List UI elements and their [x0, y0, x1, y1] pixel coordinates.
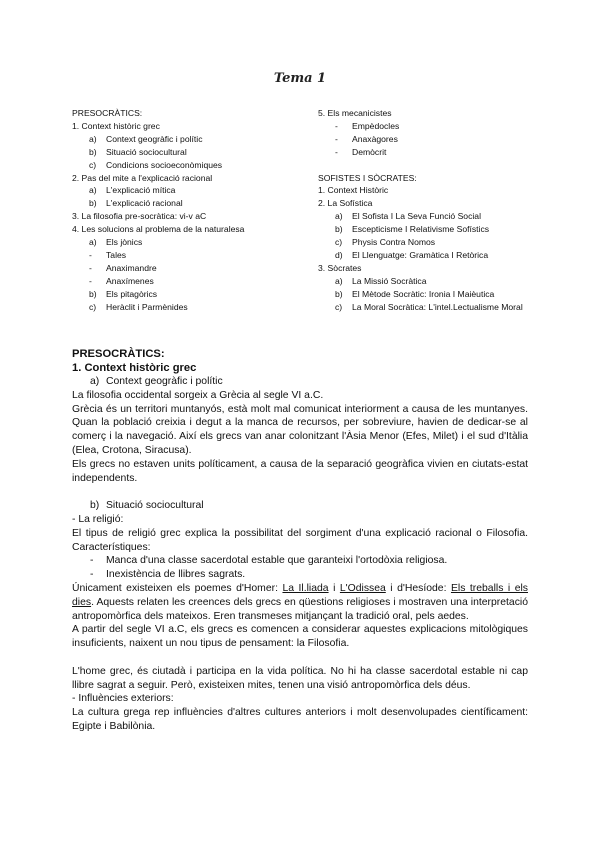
- toc-item: 1. Context històric grec: [72, 120, 160, 131]
- toc-item: 5. Els mecanicistes: [318, 108, 392, 118]
- toc-item: b) L'explicació racional: [89, 198, 183, 209]
- subsection-heading: 1. Context històric grec: [72, 362, 197, 374]
- toc-item: c) Heràclit i Parmènides: [89, 301, 188, 312]
- toc-item: - Empèdocles: [335, 120, 400, 131]
- list-item: - Manca d'una classe sacerdotal estable que garanteixi l'ortodòxia religiosa.: [90, 555, 448, 567]
- toc-item: b) El Mètode Socràtic: Ironia I Maièutica: [335, 288, 495, 299]
- book-title-treballs: Els treballs i els dies: [72, 582, 528, 608]
- toc-item: a) La Missió Socràtica: [335, 275, 427, 286]
- list-item: - Inexistència de llibres sagrats.: [90, 569, 246, 581]
- toc-item: a) Context geogràfic i polític: [89, 133, 203, 144]
- toc-item: b) Escepticisme I Relativisme Sofístics: [335, 224, 490, 235]
- page-title: Tema 1: [273, 71, 327, 86]
- toc-item: - Anaxímenes: [89, 275, 154, 286]
- toc-item: - Anaximandre: [89, 262, 157, 273]
- book-title-iliada: La Il.liada: [282, 582, 329, 594]
- paragraph: L'home grec, és ciutadà i participa en la vida política. No hi ha classe sacerdotal estable ni cap llibre sagrat a seguir. Però, existeixen mites, tenen una visió antropomòrfica dels déus.: [72, 665, 528, 691]
- toc-item: - Tales: [89, 249, 127, 260]
- influencies-label: - Influències exteriors:: [72, 693, 174, 705]
- toc-item: 3. Sòcrates: [318, 262, 362, 273]
- document-body: [72, 347, 528, 734]
- toc-item: - Anaxàgores: [335, 133, 398, 144]
- toc-item: a) Els jònics: [89, 237, 143, 248]
- toc-item: d) El Llenguatge: Gramàtica I Retòrica: [335, 249, 489, 260]
- toc-item: b) Situació sociocultural: [89, 146, 187, 157]
- toc-item: 4. Les solucions al problema de la naturalesa: [72, 224, 245, 235]
- toc-item: c) Condicions socioeconòmiques: [89, 159, 223, 170]
- toc-item: b) Els pitagòrics: [89, 288, 158, 299]
- paragraph: Únicament existeixen els poemes d'Homer: La Il.liada i L'Odissea i d'Hesíode: Els treballs i els dies. Aquests relaten les creences dels grecs en qüestions religioses i mostraven una interpretació antropomòrfica dels mateixos. Eren transmeses mitjançant la tradició oral, pels aedes.: [72, 582, 528, 622]
- book-title-odissea: L'Odissea: [339, 582, 386, 594]
- toc-heading-presocratics: PRESOCRÀTICS:: [72, 108, 143, 118]
- toc-item: a) L'explicació mítica: [89, 185, 176, 196]
- toc-right-column: [318, 107, 533, 313]
- toc-heading-sofistes: SOFISTES I SÒCRATES:: [318, 172, 417, 183]
- paragraph: A partir del segle VI a.C, els grecs es comencen a considerar aquestes explicacions mitològiques insuficients, naixent un nou tipus de pensament: la Filosofia.: [72, 624, 528, 650]
- paragraph: El tipus de religió grec explica la possibilitat del sorgiment d'una explicació racional o Filosofia. Característiques:: [72, 527, 528, 553]
- toc-item: c) La Moral Socràtica: L'intel.Lectualisme Moral: [335, 301, 523, 312]
- section-heading: PRESOCRÀTICS:: [72, 348, 165, 360]
- toc-item: 1. Context Històric: [318, 185, 389, 196]
- toc-item: c) Physis Contra Nomos: [335, 237, 436, 248]
- paragraph: Grècia és un territori muntanyós, està molt mal comunicat interiorment a causa de les muntanyes. Quan la població creixia i degut a la manca de recursos, per sobreviure, havien de dedicar-se al comerç i la navegació. Així els grecs van anar colonitzant l'Àsia Menor (Efes, Milet) i el sud d'Itàlia (Elea, Crotona, Siracusa).: [72, 403, 528, 456]
- toc-item: - Demòcrit: [335, 146, 387, 157]
- paragraph: La filosofia occidental sorgeix a Grècia al segle VI a.C.: [72, 389, 324, 401]
- toc-item: 3. La filosofia pre-socràtica: vi-v aC: [72, 211, 207, 222]
- sub-heading-b: b) Situació sociocultural: [90, 500, 204, 512]
- toc-item: 2. La Sofística: [318, 198, 373, 209]
- paragraph: La cultura grega rep influències d'altres cultures anteriors i molt desenvolupades científicament: Egipte i Babilònia.: [72, 707, 528, 732]
- religio-label: - La religió:: [72, 513, 124, 525]
- toc-item: 2. Pas del mite a l'explicació racional: [72, 172, 213, 183]
- toc-item: a) El Sofista I La Seva Funció Social: [335, 211, 481, 222]
- sub-heading-a: a) Context geogràfic i polític: [90, 376, 223, 387]
- paragraph: Els grecs no estaven units políticament, a causa de la separació geogràfica vivien en ciutats-estat independents.: [72, 458, 528, 484]
- toc-left-column: [72, 107, 307, 314]
